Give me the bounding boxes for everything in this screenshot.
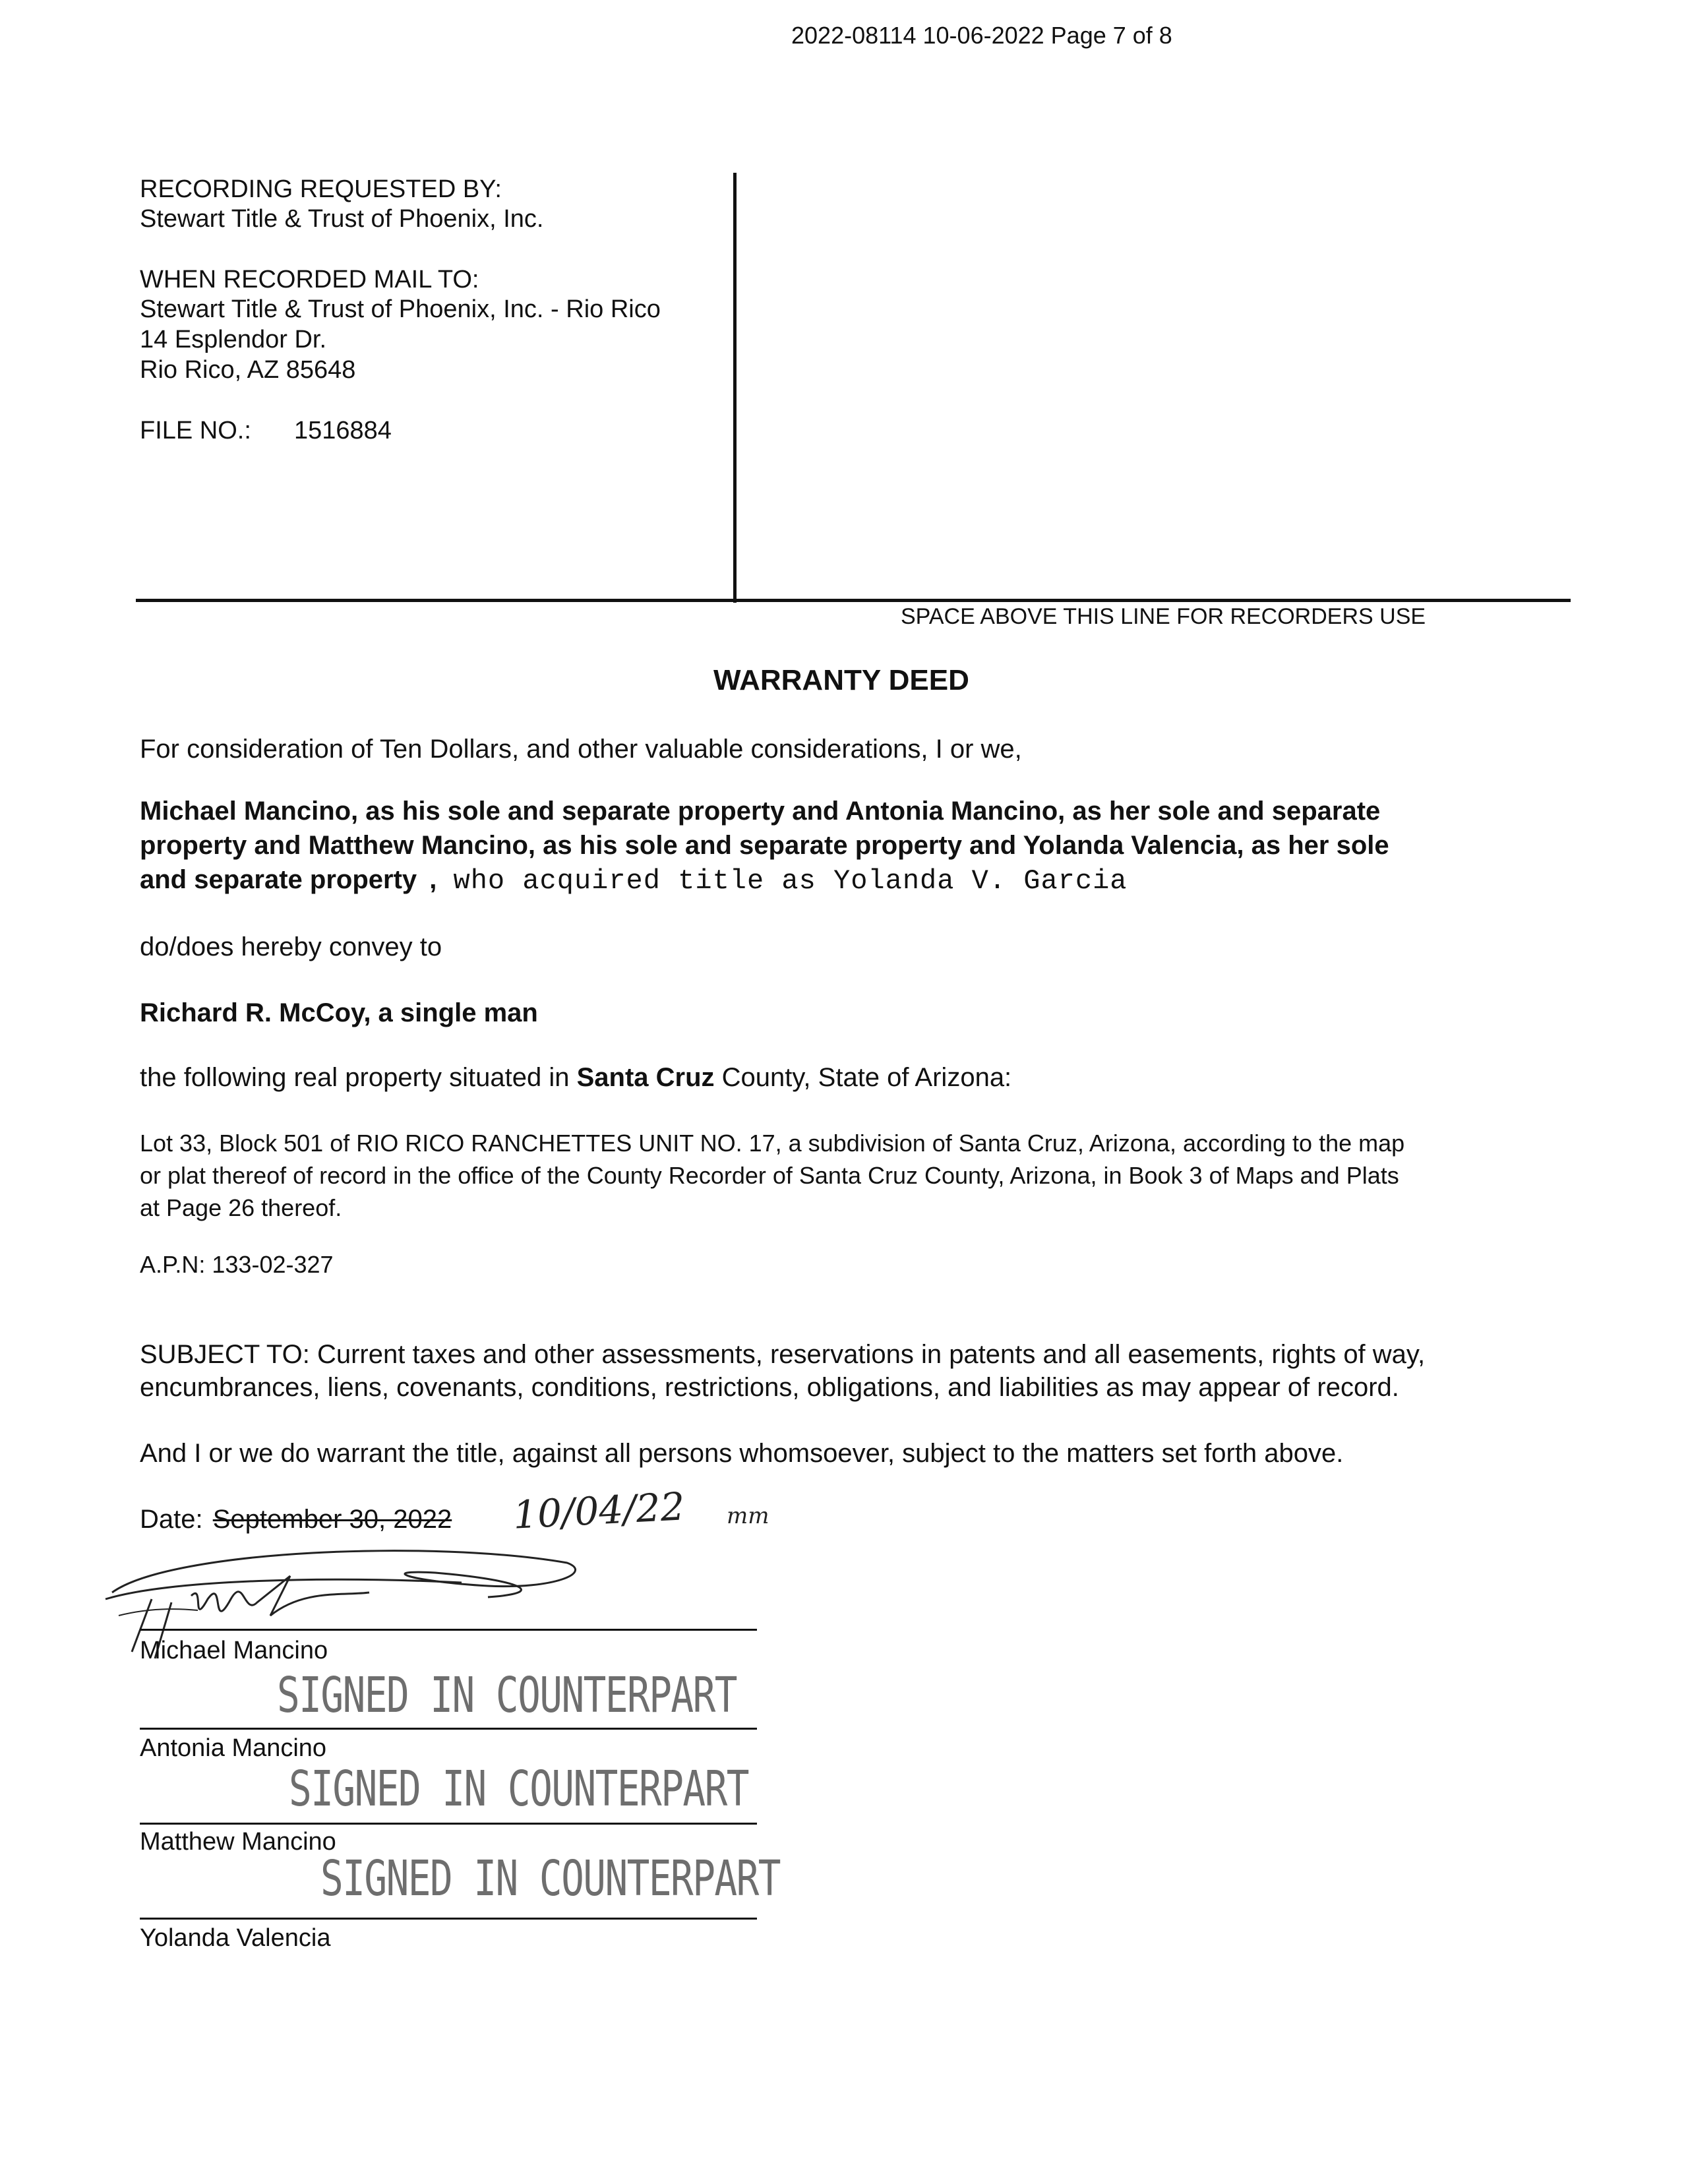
- requested-by-value: Stewart Title & Trust of Phoenix, Inc.: [140, 205, 544, 233]
- signer-name-4: Yolanda Valencia: [140, 1924, 331, 1952]
- recorder-box-divider: [733, 173, 737, 603]
- property-intro: [140, 1064, 1011, 1091]
- mail-to-line-1: Stewart Title & Trust of Phoenix, Inc. - Rio Rico: [140, 295, 661, 323]
- legal-description-line-3: at Page 26 thereof.: [140, 1194, 342, 1221]
- mail-to-line-3: Rio Rico, AZ 85648: [140, 356, 356, 384]
- file-no-label: FILE NO.:: [140, 417, 251, 444]
- signature-line-2: [140, 1728, 757, 1730]
- property-intro-pre: the following real property situated in: [140, 1063, 577, 1092]
- signature-line-4: [140, 1918, 757, 1920]
- subject-to-line-2: encumbrances, liens, covenants, conditions, restrictions, obligations, and liabilities as may appear of record.: [140, 1373, 1399, 1402]
- subject-to-line-1: SUBJECT TO: Current taxes and other assessments, reservations in patents and all easements, rights of way,: [140, 1340, 1426, 1369]
- grantors-line-2: property and Matthew Mancino, as his sole and separate property and Yolanda Valencia, as her sole: [140, 831, 1389, 860]
- grantors-line-3-text: and separate property: [140, 865, 417, 894]
- recorders-use-note: SPACE ABOVE THIS LINE FOR RECORDERS USE: [901, 604, 1426, 629]
- date-struck: September 30, 2022: [212, 1505, 452, 1534]
- consideration-text: For consideration of Ten Dollars, and other valuable considerations, I or we,: [140, 735, 1022, 764]
- grantors-comma: ,: [429, 865, 437, 894]
- date-line: [140, 1506, 452, 1532]
- grantors-line-1: Michael Mancino, as his sole and separate property and Antonia Mancino, as her sole and separate: [140, 797, 1381, 826]
- legal-description-line-2: or plat thereof of record in the office of the County Recorder of Santa Cruz County, Arizona, in Book 3 of Maps and Plats: [140, 1162, 1399, 1189]
- signature-line-3: [140, 1823, 757, 1825]
- legal-description-line-1: Lot 33, Block 501 of RIO RICO RANCHETTES UNIT NO. 17, a subdivision of Santa Cruz, Arizona, according to the map: [140, 1130, 1405, 1157]
- property-county: Santa Cruz: [576, 1063, 715, 1092]
- counterpart-stamp-2: SIGNED IN COUNTERPART: [289, 1761, 749, 1817]
- signature-line-1: [140, 1629, 757, 1631]
- typed-addition: who acquired title as Yolanda V. Garcia: [453, 865, 1128, 897]
- date-handwritten: 10/04/22: [512, 1484, 686, 1538]
- convey-text: do/does hereby convey to: [140, 932, 442, 961]
- property-intro-post: County, State of Arizona:: [714, 1063, 1012, 1092]
- grantee: Richard R. McCoy, a single man: [140, 998, 538, 1027]
- requested-by-label: RECORDING REQUESTED BY:: [140, 175, 502, 203]
- signer-name-1: Michael Mancino: [140, 1637, 328, 1664]
- recorder-space-line: [136, 599, 1571, 602]
- grantors-line-3: [140, 866, 1127, 895]
- warranty-text: And I or we do warrant the title, against all persons whomsoever, subject to the matters set forth above.: [140, 1439, 1344, 1468]
- signer-name-2: Antonia Mancino: [140, 1734, 327, 1762]
- document-reference: 2022-08114 10-06-2022 Page 7 of 8: [791, 22, 1172, 49]
- date-label: Date:: [140, 1505, 203, 1534]
- deed-title: WARRANTY DEED: [713, 664, 969, 696]
- counterpart-stamp-1: SIGNED IN COUNTERPART: [277, 1667, 737, 1724]
- counterpart-stamp-3: SIGNED IN COUNTERPART: [320, 1850, 781, 1907]
- signer-name-3: Matthew Mancino: [140, 1828, 336, 1856]
- date-initials: mm: [727, 1503, 769, 1529]
- apn: A.P.N: 133-02-327: [140, 1251, 334, 1278]
- mail-to-line-2: 14 Esplendor Dr.: [140, 326, 327, 353]
- file-no-value: 1516884: [294, 417, 392, 444]
- mail-to-label: WHEN RECORDED MAIL TO:: [140, 266, 479, 293]
